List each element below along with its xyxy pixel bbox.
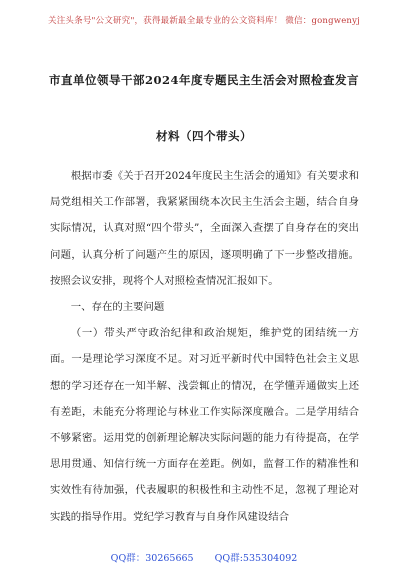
document-title-line-2: 材料（四个带头） [156, 129, 252, 143]
footer-qq-group-1: QQ群：30265665 [110, 553, 194, 564]
document-body [50, 163, 359, 530]
document-title-line-1: 市直单位领导干部2024年度专题民主生活会对照检查发言 [48, 73, 359, 87]
section-heading: 一、存在的主要问题 [70, 301, 165, 314]
header-banner: 关注头条号"公文研究"，获得最新最全最专业的公文资料库！ 微信：gongwenyj [48, 16, 360, 26]
paragraph-section-1: （一）带头严守政治纪律和政治规矩，维护党的团结统一方面。一是理论学习深度不足。对习近平新时代中国特色社会主义思想的学习还存在一知半解、浅尝辄止的情况，在学懂弄通做实上还有差距，未能充分将理论与林业工作实际深度融合。二是学用结合不够紧密。运用党的创新理论解决实际问题的能力有待提高，在学思用贯通、知信行统一方面存在差距。例如，监督工作的精准性和实效性有待加强，代表履职的积极性和主动性不足，忽视了理论对实践的指导作用。党纪学习教育与自身作风建设结合 [50, 327, 359, 523]
paragraph-intro: 根据市委《关于召开2024年度民主生活会的通知》有关要求和局党组相关工作部署，我紧紧围绕本次民主生活会主题，结合自身实际情况，认真对照“四个带头”，全面深入查摆了自身存在的突出问题，认真分析了问题产生的原因，逐项明确了下一步整改措施。按照会议安排，现将个人对照检查情况汇报如下。 [50, 170, 359, 287]
footer [0, 550, 408, 564]
footer-qq-group-2: QQ群:535304092 [214, 553, 298, 564]
